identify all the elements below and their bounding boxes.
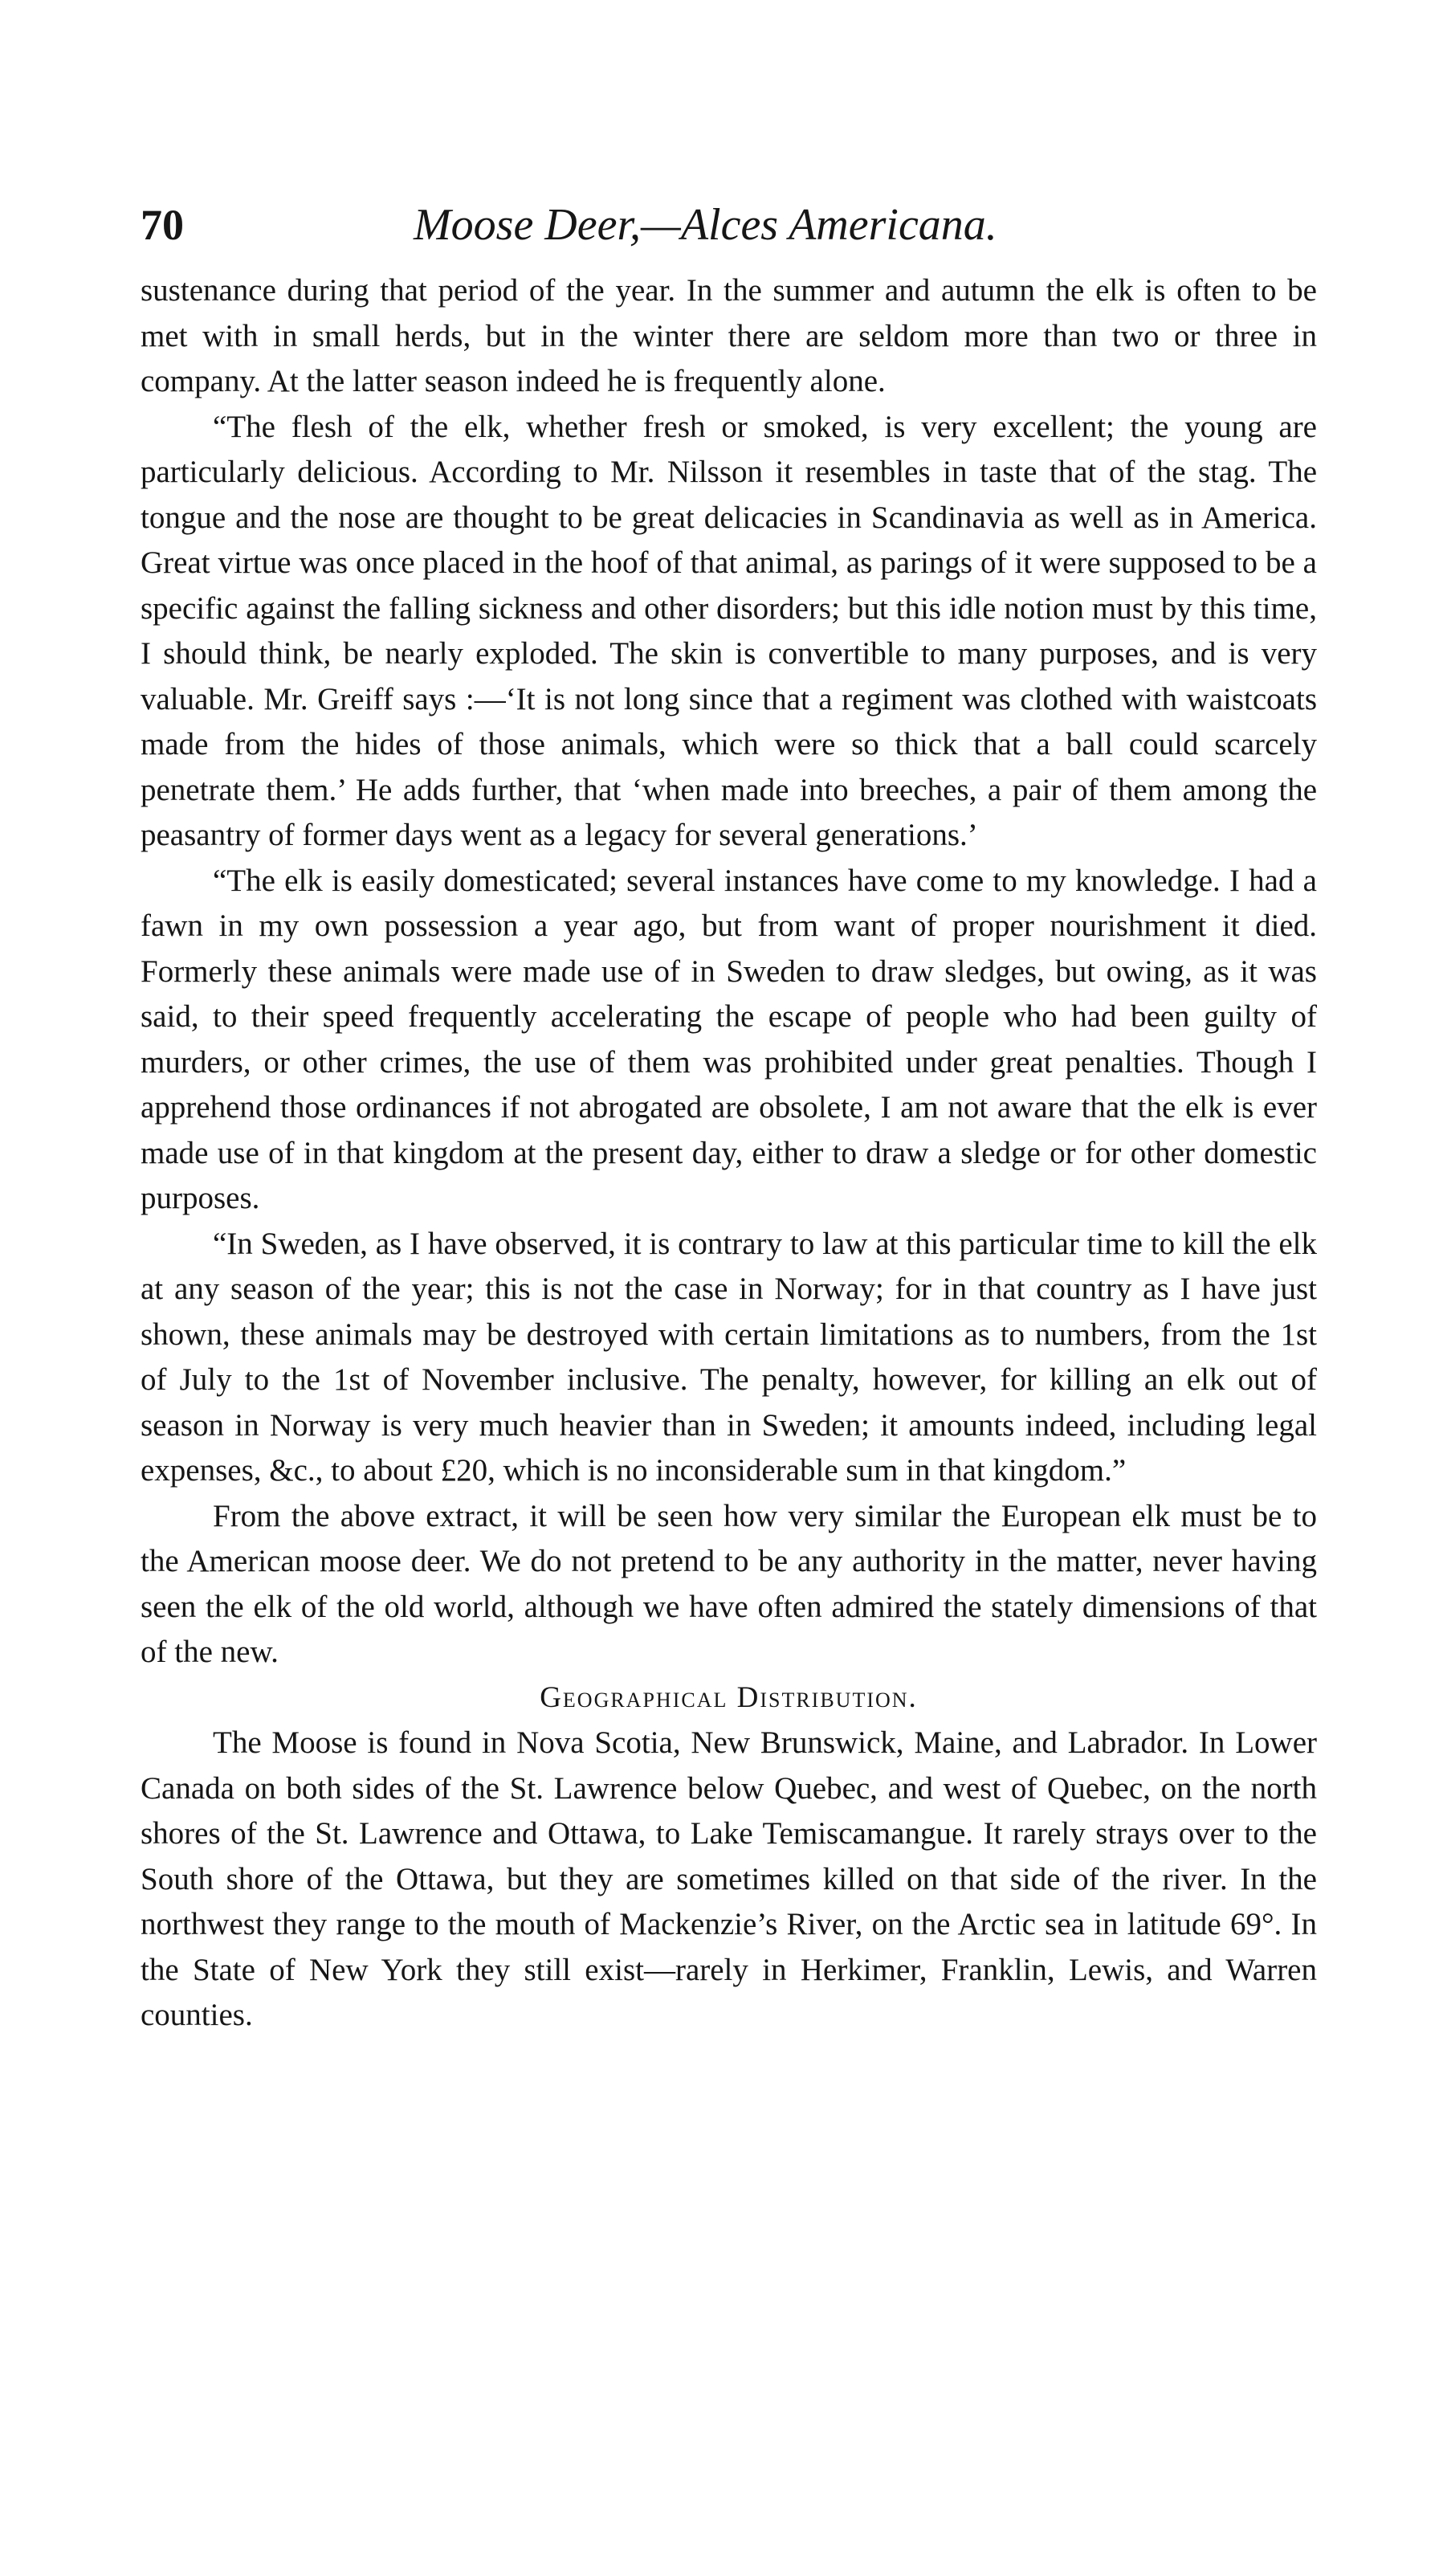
paragraph-elk-flesh: “The flesh of the elk, whether fresh or smoked, is very excellent; the young are particularly delicious. According to Mr. Nilsson it resembles in taste that of the stag. The tongue and the nose are thought to be great delicacies in Scandinavia as well as in America. Great virtue was once placed in the hoof of that animal, as parings of it were supposed to be a specific against the falling sickness and other disorders; but this idle notion must by this time, I should think, be nearly exploded. The skin is convertible to many purposes, and is very valuable. Mr. Greiff says :—‘It is not long since that a regiment was clothed with waistcoats made from the hides of those animals, which were so thick that a ball could scarcely penetrate them.’ He adds further, that ‘when made into breeches, a pair of them among the peasantry of former days went as a legacy for several generations.’ bbox=[141, 409, 1317, 852]
running-title: Moose Deer,—Alces Americana. bbox=[414, 200, 997, 250]
paragraph-continuation: sustenance during that period of the year. In the summer and autumn the elk is often to be met with in small herds, but in the winter there are seldom more than two or three in company. At the latter season indeed he is frequently alone. bbox=[141, 273, 1317, 398]
paragraph-elk-domesticated: “The elk is easily domesticated; several instances have come to my knowledge. I had a fawn in my own possession a year ago, but from want of proper nourishment it died. Formerly these animals were made use of in Sweden to draw sledges, but owing, as it was said, to their speed frequently accelerating the escape of people who had been guilty of murders, or other crimes, the use of them was prohibited under great penalties. Though I apprehend those ordinances if not abrogated are obsolete, I am not aware that the elk is ever made use of in that kingdom at the present day, either to draw a sledge or for other domestic purposes. bbox=[141, 863, 1317, 1215]
paragraph-extract-comparison: From the above extract, it will be seen how very similar the European elk must be to the American moose deer. We do not pretend to be any authority in the matter, never having seen the elk of the old world, although we have often admired the stately dimensions of that of the new. bbox=[141, 1498, 1317, 1669]
paragraph-sweden-law: “In Sweden, as I have observed, it is contrary to law at this particular time to kill the elk at any season of the year; this is not the case in Norway; for in that country as I have just shown, these animals may be destroyed with certain limitations as to numbers, from the 1st of July to the 1st of November inclusive. The penalty, however, for killing an elk out of season in Norway is very much heavier than in Sweden; it amounts indeed, including legal expenses, &c., to about £20, which is no inconsiderable sum in that kingdom.” bbox=[141, 1226, 1317, 1488]
paragraph-geographical-distribution: The Moose is found in Nova Scotia, New Brunswick, Maine, and Labrador. In Lower Canada on both sides of the St. Lawrence below Quebec, and west of Quebec, on the north shores of the St. Lawrence and Ottawa, to Lake Temiscamangue. It rarely strays over to the South shore of the Ottawa, but they are sometimes killed on that side of the river. In the northwest they range to the mouth of Mackenzie’s River, on the Arctic sea in latitude 69°. In the State of New York they still exist—rarely in Herkimer, Franklin, Lewis, and Warren counties. bbox=[141, 1725, 1317, 2032]
page-header bbox=[141, 197, 1337, 261]
section-heading: Geographical Distribution. bbox=[540, 1680, 918, 1714]
body-text bbox=[141, 268, 1317, 2039]
page-number: 70 bbox=[141, 201, 184, 249]
